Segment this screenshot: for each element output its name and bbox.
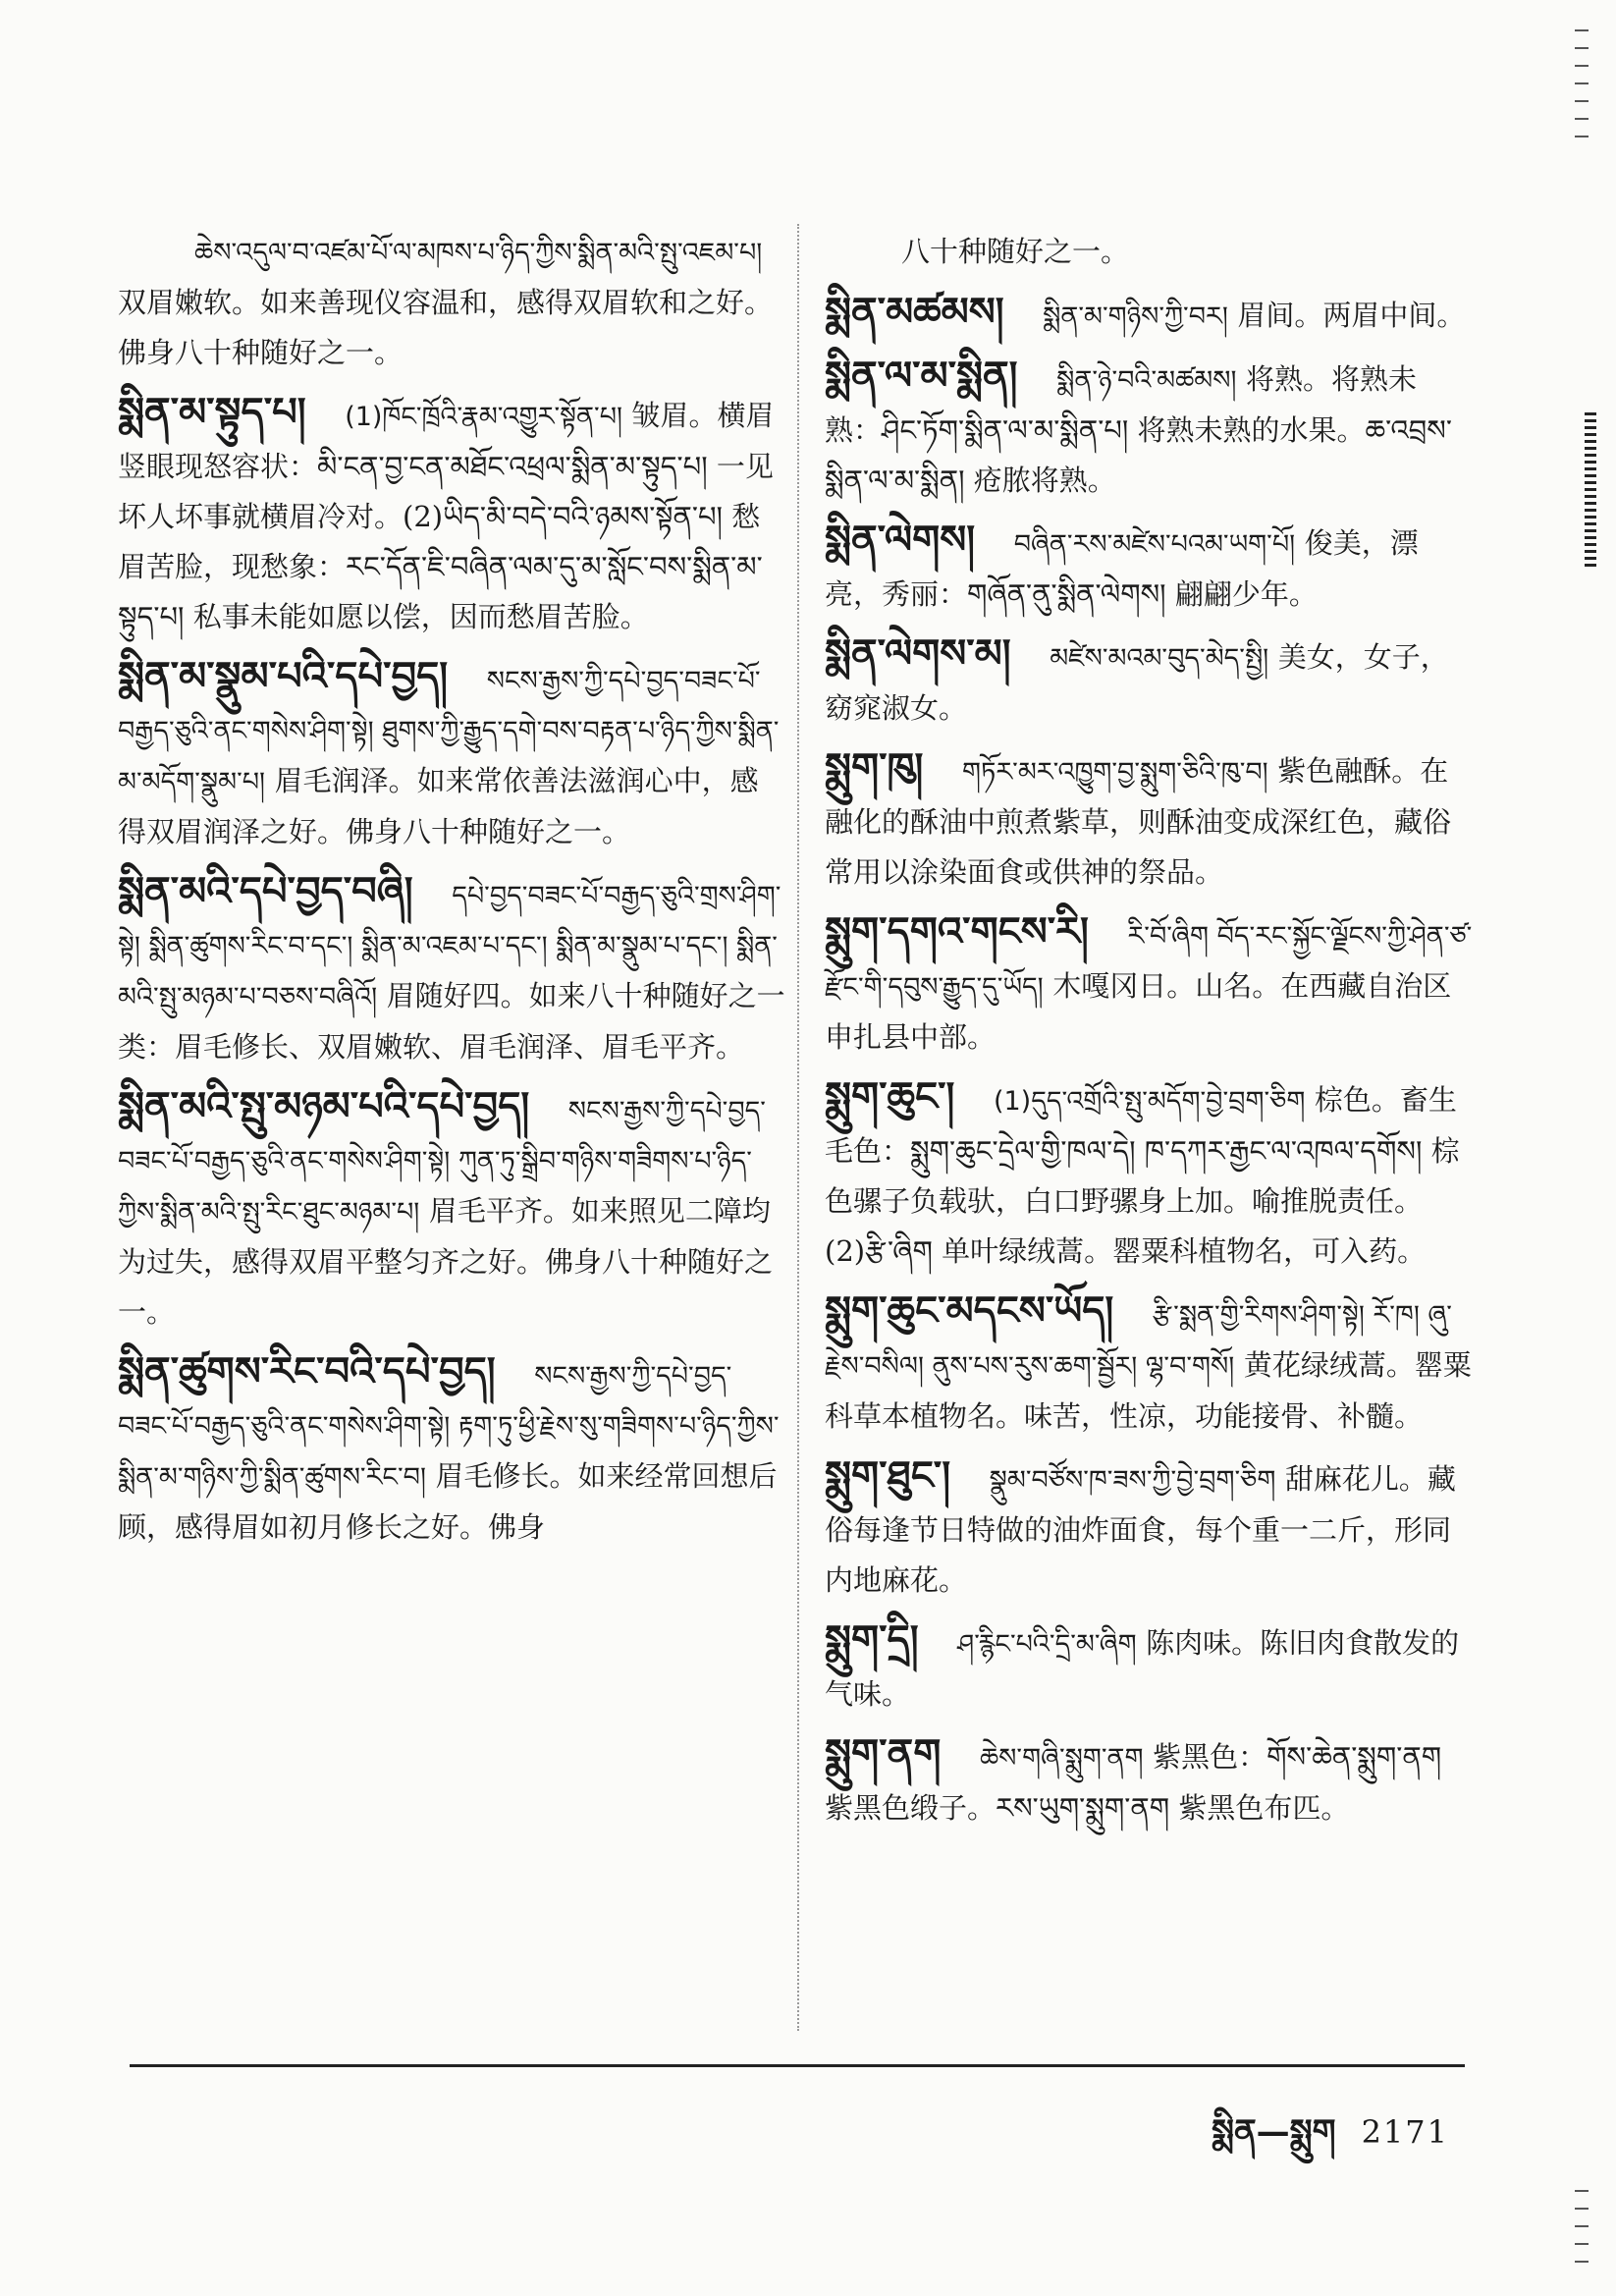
entry-chinese-definition: 眉毛润泽。如来常依善法滋润心中，感得双眉润泽之好。佛身八十种随好之一。: [118, 764, 759, 848]
entry-tibetan-definition: སངས་རྒྱས་ཀྱི་དཔེ་བྱད་བཟང་པོ་བརྒྱད་ཅུའི་ནང་གསེས་ཤིག་སྟེ། ཐུགས་ཀྱི་རྒྱུད་དགེ་བས་བརྟན་པ་ཉིད་ཀྱིས་སྨིན་མ་མདོག་སྣུམ་པ།: [118, 666, 780, 797]
dictionary-entry: [825, 352, 1473, 506]
dictionary-entry: [825, 224, 1473, 278]
dictionary-entry: [118, 224, 785, 378]
entry-chinese-definition: 美女，女子，窈窕淑女。: [825, 640, 1449, 725]
dictionary-entry: [825, 516, 1473, 620]
dictionary-entry: [825, 288, 1473, 342]
edge-scan-marks: [1575, 29, 1589, 147]
entry-chinese-definition: 皱眉。横眉竖眼现怒容状：མི་ངན་བྱ་ངན་མཐོང་འཕྲལ་སྨིན་མ་སྟུད་པ། 一见坏人坏事就横眉冷对。(2)ཡིད་མི་བདེ་བའི་ཉམས་སྟོན་པ། 愁眉苦脸，现愁象：རང་དོན་ཇི་བཞིན་ལམ་དུ་མ་སློང་བས་སྨིན་མ་སྟུད་པ། 私事未能如愿以偿，因而愁眉苦脸。: [118, 399, 775, 633]
dictionary-entry: [825, 629, 1473, 734]
entry-headword: སྨིན་ཚུགས་རིང་བའི་དཔེ་བྱད།: [118, 1349, 496, 1394]
entry-tibetan-definition: སྨིན་ཉེ་བའི་མཚམས།: [1056, 365, 1237, 396]
entry-chinese-definition: 棕色。畜生毛色：སྨུག་ཆུང་དྲེལ་གྱི་ཁལ་དེ། ཁ་དཀར་རྒྱང་ལ་འཁལ་དགོས། 棕色骡子负载驮，白口野骡身上加。喻推脱责任。(2)རྩི་ཞིག 单叶绿绒蒿。罂粟科植物名，可入药。: [825, 1083, 1460, 1268]
entry-tibetan-definition: སངས་རྒྱས་ཀྱི་དཔེ་བྱད་བཟང་པོ་བརྒྱད་ཅུའི་ནང་གསེས་ཤིག་སྟེ། རྟག་ཏུ་ཕྱི་རྗེས་སུ་གཟིགས་པ་ཉིད་ཀྱིས་སྨིན་མ་གཉིས་ཀྱི་སྨིན་ཚུགས་རིང་བ།: [118, 1361, 780, 1493]
entry-chinese-definition: 眉随好四。如来八十种随好之一类：眉毛修长、双眉嫩软、眉毛润泽、眉毛平齐。: [118, 979, 785, 1064]
entry-headword: སྨིན་མ་སྣུམ་པའི་དཔེ་བྱད།: [118, 654, 449, 699]
entry-chinese-definition: 陈肉味。陈旧肉食散发的气味。: [825, 1626, 1460, 1711]
entry-chinese-definition: 眉毛修长。如来经常回想后顾，感得眉如初月修长之好。佛身: [118, 1459, 778, 1544]
dictionary-entry: [825, 1729, 1473, 1833]
entry-headword: སྨུག་ནག: [825, 1731, 942, 1777]
dictionary-entry: [118, 1347, 785, 1553]
thumb-index-marks: [1585, 412, 1596, 570]
entry-tibetan-definition: རྩི་སྨན་གྱི་རིགས་ཤིག་སྟེ། རོ་ཁ། ཞུ་རྗེས་བསིལ། ནུས་པས་རུས་ཆག་སྦྱོར། ལྷ་བ་གསོ།: [825, 1300, 1452, 1382]
entry-headword: སྨུག་ཆུང་མདངས་ཡོད།: [825, 1288, 1114, 1334]
entry-tibetan-definition: མཛེས་མའམ་བུད་མེད་སྤྱི།: [1050, 643, 1269, 674]
entry-chinese-definition: 紫黑色：གོས་ཆེན་སྨུག་ནག 紫黑色缎子。རས་ཡུག་སྨུག་ནག 紫黑色布匹。: [825, 1740, 1442, 1825]
entry-tibetan-definition: དཔེ་བྱད་བཟང་པོ་བརྒྱད་ཅུའི་གྲས་ཤིག་སྟེ། སྨིན་ཚུགས་རིང་བ་དང་། སྨིན་མ་འཇམ་པ་དང་། སྨིན་མ་སྣུམ་པ་དང་། སྨིན་མའི་སྤུ་མཉམ་པ་བཅས་བཞིའོ།: [118, 881, 781, 1012]
entry-headword: སྨིན་ལ་མ་སྨིན།: [825, 354, 1018, 399]
entry-headword: སྨུག་ཐུང་།: [825, 1453, 951, 1499]
entry-tibetan-definition: ཆེས་གཞི་སྨུག་ནག: [979, 1743, 1144, 1774]
page-footer: [1212, 2094, 1449, 2188]
entry-headword: སྨུག་དགའ་གངས་རི།: [825, 909, 1089, 955]
page-number: 2171: [1361, 2113, 1449, 2151]
entry-headword: སྨིན་མའི་དཔེ་བྱད་བཞི།: [118, 869, 413, 914]
entry-headword: སྨིན་མ་སྟུད་པ།: [118, 390, 306, 435]
entry-chinese-definition: 眉毛平齐。如来照见二障均为过失，感得双眉平整匀齐之好。佛身八十种随好之一。: [118, 1194, 774, 1329]
entry-headword: སྨིན་ལེགས་མ།: [825, 631, 1011, 677]
entry-tibetan-definition: གཏོར་མར་འཁྱུག་བྱ་སྨུག་ཅིའི་ཁུ་བ།: [962, 757, 1268, 788]
entry-chinese-definition: 眉间。两眉中间。: [1237, 299, 1466, 332]
entry-chinese-definition: 木嘎冈日。山名。在西藏自治区申扎县中部。: [825, 969, 1452, 1054]
entry-chinese-definition: 紫色融酥。在融化的酥油中煎煮紫草，则酥油变成深红色，藏俗常用以涂染面食或供神的祭品。: [825, 754, 1452, 889]
entry-headword: སྨུག་དྲི།: [825, 1617, 919, 1663]
entry-tibetan-definition: (1)དུད་འགྲོའི་སྤུ་མདོག་བྱེ་བྲག་ཅིག: [993, 1086, 1306, 1117]
entry-chinese-definition: 俊美，漂亮，秀丽：གཞོན་ནུ་སྨིན་ལེགས། 翩翩少年。: [825, 526, 1419, 611]
dictionary-entry: [118, 1082, 785, 1338]
entry-tibetan-definition: ཤ་རྙིང་པའི་དྲི་མ་ཞིག: [957, 1629, 1137, 1660]
entry-chinese-definition: 甜麻花儿。藏俗每逢节日特做的油炸面食，每个重一二斤，形同内地麻花。: [825, 1462, 1456, 1597]
entry-chinese-definition: 八十种随好之一。: [901, 235, 1130, 268]
entry-headword: སྨིན་མཚམས།: [825, 290, 1004, 335]
dictionary-entry: [825, 1451, 1473, 1606]
entry-tibetan-definition: སྨིན་མ་གཉིས་ཀྱི་བར།: [1043, 301, 1228, 332]
right-column: [825, 224, 1473, 1843]
entry-tibetan-definition: (1)ཁོང་ཁྲོའི་རྣམ་འགྱུར་སྟོན་པ།: [345, 402, 622, 432]
entry-tibetan-definition: བཞིན་རས་མཛེས་པའམ་ཡག་པོ།: [1013, 529, 1296, 560]
dictionary-entry: [825, 743, 1473, 898]
edge-scan-marks-bottom: [1575, 2190, 1589, 2278]
entry-headword: སྨུག་ཆུང་།: [825, 1074, 955, 1120]
running-head: སྨིན—སྨུག: [1212, 2112, 1336, 2152]
entry-tibetan-definition: ཆེས་འདུལ་བ་འཛམ་པོ་ལ་མཁས་པ་ཉིད་ཀྱིས་སྨིན་མའི་སྤུ་འཇམ་པ།: [194, 238, 763, 268]
dictionary-entry: [118, 652, 785, 857]
dictionary-entry: [825, 1615, 1473, 1720]
entry-headword: སྨིན་མའི་སྤུ་མཉམ་པའི་དཔེ་བྱད།: [118, 1084, 530, 1129]
dictionary-entry: [118, 867, 785, 1072]
entry-tibetan-definition: རི་བོ་ཞིག བོད་རང་སྐྱོང་ལྗོངས་ཀྱི་ཤེན་ཙ་རྫོང་གི་དབུས་རྒྱུད་དུ་ཡོད།: [825, 921, 1473, 1003]
left-column: [118, 224, 785, 1562]
entry-headword: སྨུག་ཁུ།: [825, 745, 924, 791]
entry-tibetan-definition: སངས་རྒྱས་ཀྱི་དཔེ་བྱད་བཟང་པོ་བརྒྱད་ཅུའི་ནང་གསེས་ཤིག་སྟེ། ཀུན་ཏུ་སྒྲིབ་གཉིས་གཟིགས་པ་ཉིད་ཀྱིས་སྨིན་མའི་སྤུ་རིང་ཐུང་མཉམ་པ།: [118, 1096, 766, 1228]
dictionary-entry: [825, 907, 1473, 1063]
dictionary-entry: [118, 388, 785, 642]
footer-rule: [130, 2064, 1465, 2067]
entry-headword: སྨིན་ལེགས།: [825, 518, 976, 563]
dictionary-entry: [825, 1286, 1473, 1442]
column-divider: [797, 224, 800, 2031]
entry-chinese-definition: 黄花绿绒蒿。罂粟科草本植物名。味苦，性凉，功能接骨、补髓。: [825, 1348, 1472, 1433]
entry-chinese-definition: 双眉嫩软。如来善现仪容温和，感得双眉软和之好。佛身八十种随好之一。: [118, 286, 774, 369]
dictionary-entry: [825, 1072, 1473, 1277]
entry-chinese-definition: 将熟。将熟未熟：ཤིང་ཏོག་སྨིན་ལ་མ་སྨིན་པ། 将熟未熟的水果。ཆ་འབྲས་སྨིན་ལ་མ་སྨིན། 疮脓将熟。: [825, 362, 1452, 497]
entry-tibetan-definition: སྣུམ་བཙོས་ཁ་ཟས་ཀྱི་བྱེ་བྲག་ཅིག: [989, 1465, 1276, 1496]
